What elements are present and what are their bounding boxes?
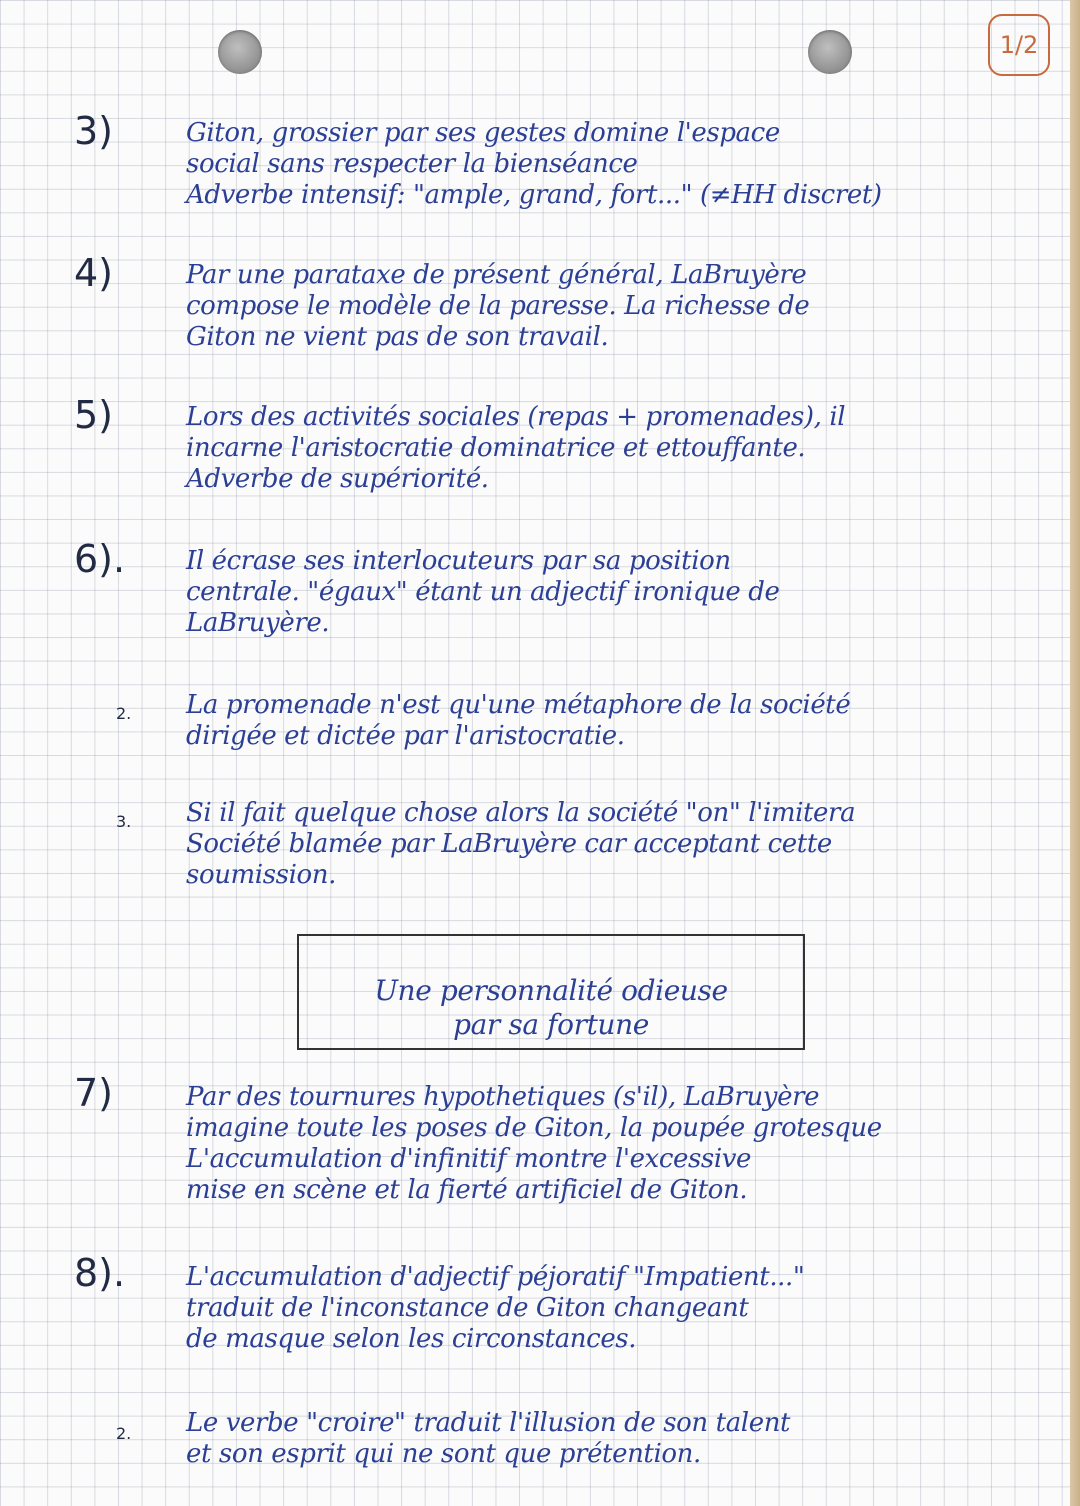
section-3-text: [186, 118, 1071, 211]
item-number: 2.: [116, 704, 132, 723]
text-line: et son esprit qui ne sont que prétention.: [186, 1439, 701, 1469]
section-4-text: [186, 260, 1071, 353]
section-number: 5): [74, 393, 114, 437]
text-line: imagine toute les poses de Giton, la poupée grotesque: [186, 1113, 882, 1143]
text-line: Le verbe "croire" traduit l'illusion de son talent: [186, 1408, 791, 1438]
text-line: soumission.: [186, 860, 336, 890]
subheading-line: Une personnalité odieuse: [374, 974, 728, 1007]
text-line: Giton ne vient pas de son travail.: [186, 322, 609, 352]
text-line: Il écrase ses interlocuteurs par sa position: [186, 546, 731, 576]
text-line: La promenade n'est qu'une métaphore de la société: [186, 690, 851, 720]
text-line: de masque selon les circonstances.: [186, 1324, 637, 1354]
text-line: Lors des activités sociales (repas + promenades), il: [186, 402, 846, 432]
subheading-line: par sa fortune: [453, 1008, 649, 1041]
text-line: centrale. "égaux" étant un adjectif ironique de: [186, 577, 780, 607]
page-number-badge: 1/2: [988, 14, 1050, 76]
punch-hole-right: [808, 30, 852, 74]
section-number: 8).: [74, 1251, 126, 1295]
text-line: Par des tournures hypothetiques (s'il), LaBruyère: [186, 1082, 820, 1112]
text-line: Par une parataxe de présent général, LaBruyère: [186, 260, 807, 290]
text-line: Giton, grossier par ses gestes domine l'espace: [186, 118, 780, 148]
punch-hole-left: [218, 30, 262, 74]
section-number: 6).: [74, 537, 126, 581]
text-line: L'accumulation d'infinitif montre l'excessive: [186, 1144, 752, 1174]
text-line: L'accumulation d'adjectif péjoratif "Impatient...": [186, 1262, 805, 1292]
item-number: 2.: [116, 1424, 132, 1443]
text-line: social sans respecter la bienséance: [186, 149, 638, 179]
text-line: mise en scène et la fierté artificiel de Giton.: [186, 1175, 748, 1205]
section-6-item-2: [186, 690, 1071, 752]
text-line: Adverbe intensif: "ample, grand, fort..." (≠HH discret): [186, 180, 882, 210]
text-line: Société blamée par LaBruyère car acceptant cette: [186, 829, 832, 859]
section-8-item-1: [186, 1262, 1071, 1355]
text-line: incarne l'aristocratie dominatrice et ettouffante.: [186, 433, 806, 463]
text-line: Si il fait quelque chose alors la société "on" l'imitera: [186, 798, 856, 828]
subheading-box: [297, 934, 805, 1050]
text-line: dirigée et dictée par l'aristocratie.: [186, 721, 625, 751]
text-line: LaBruyère.: [186, 608, 330, 638]
section-8-item-2: [186, 1408, 1071, 1470]
section-number: 7): [74, 1071, 114, 1115]
text-line: compose le modèle de la paresse. La richesse de: [186, 291, 810, 321]
section-6-item-1: [186, 546, 1071, 639]
section-number: 3): [74, 109, 114, 153]
item-number: 3.: [116, 812, 132, 831]
text-line: Adverbe de supériorité.: [186, 464, 489, 494]
text-line: traduit de l'inconstance de Giton changeant: [186, 1293, 749, 1323]
section-5-text: [186, 402, 1071, 495]
section-6-item-3: [186, 798, 1071, 891]
section-number: 4): [74, 251, 114, 295]
table-edge: [1070, 0, 1080, 1506]
section-7-text: [186, 1082, 1071, 1206]
